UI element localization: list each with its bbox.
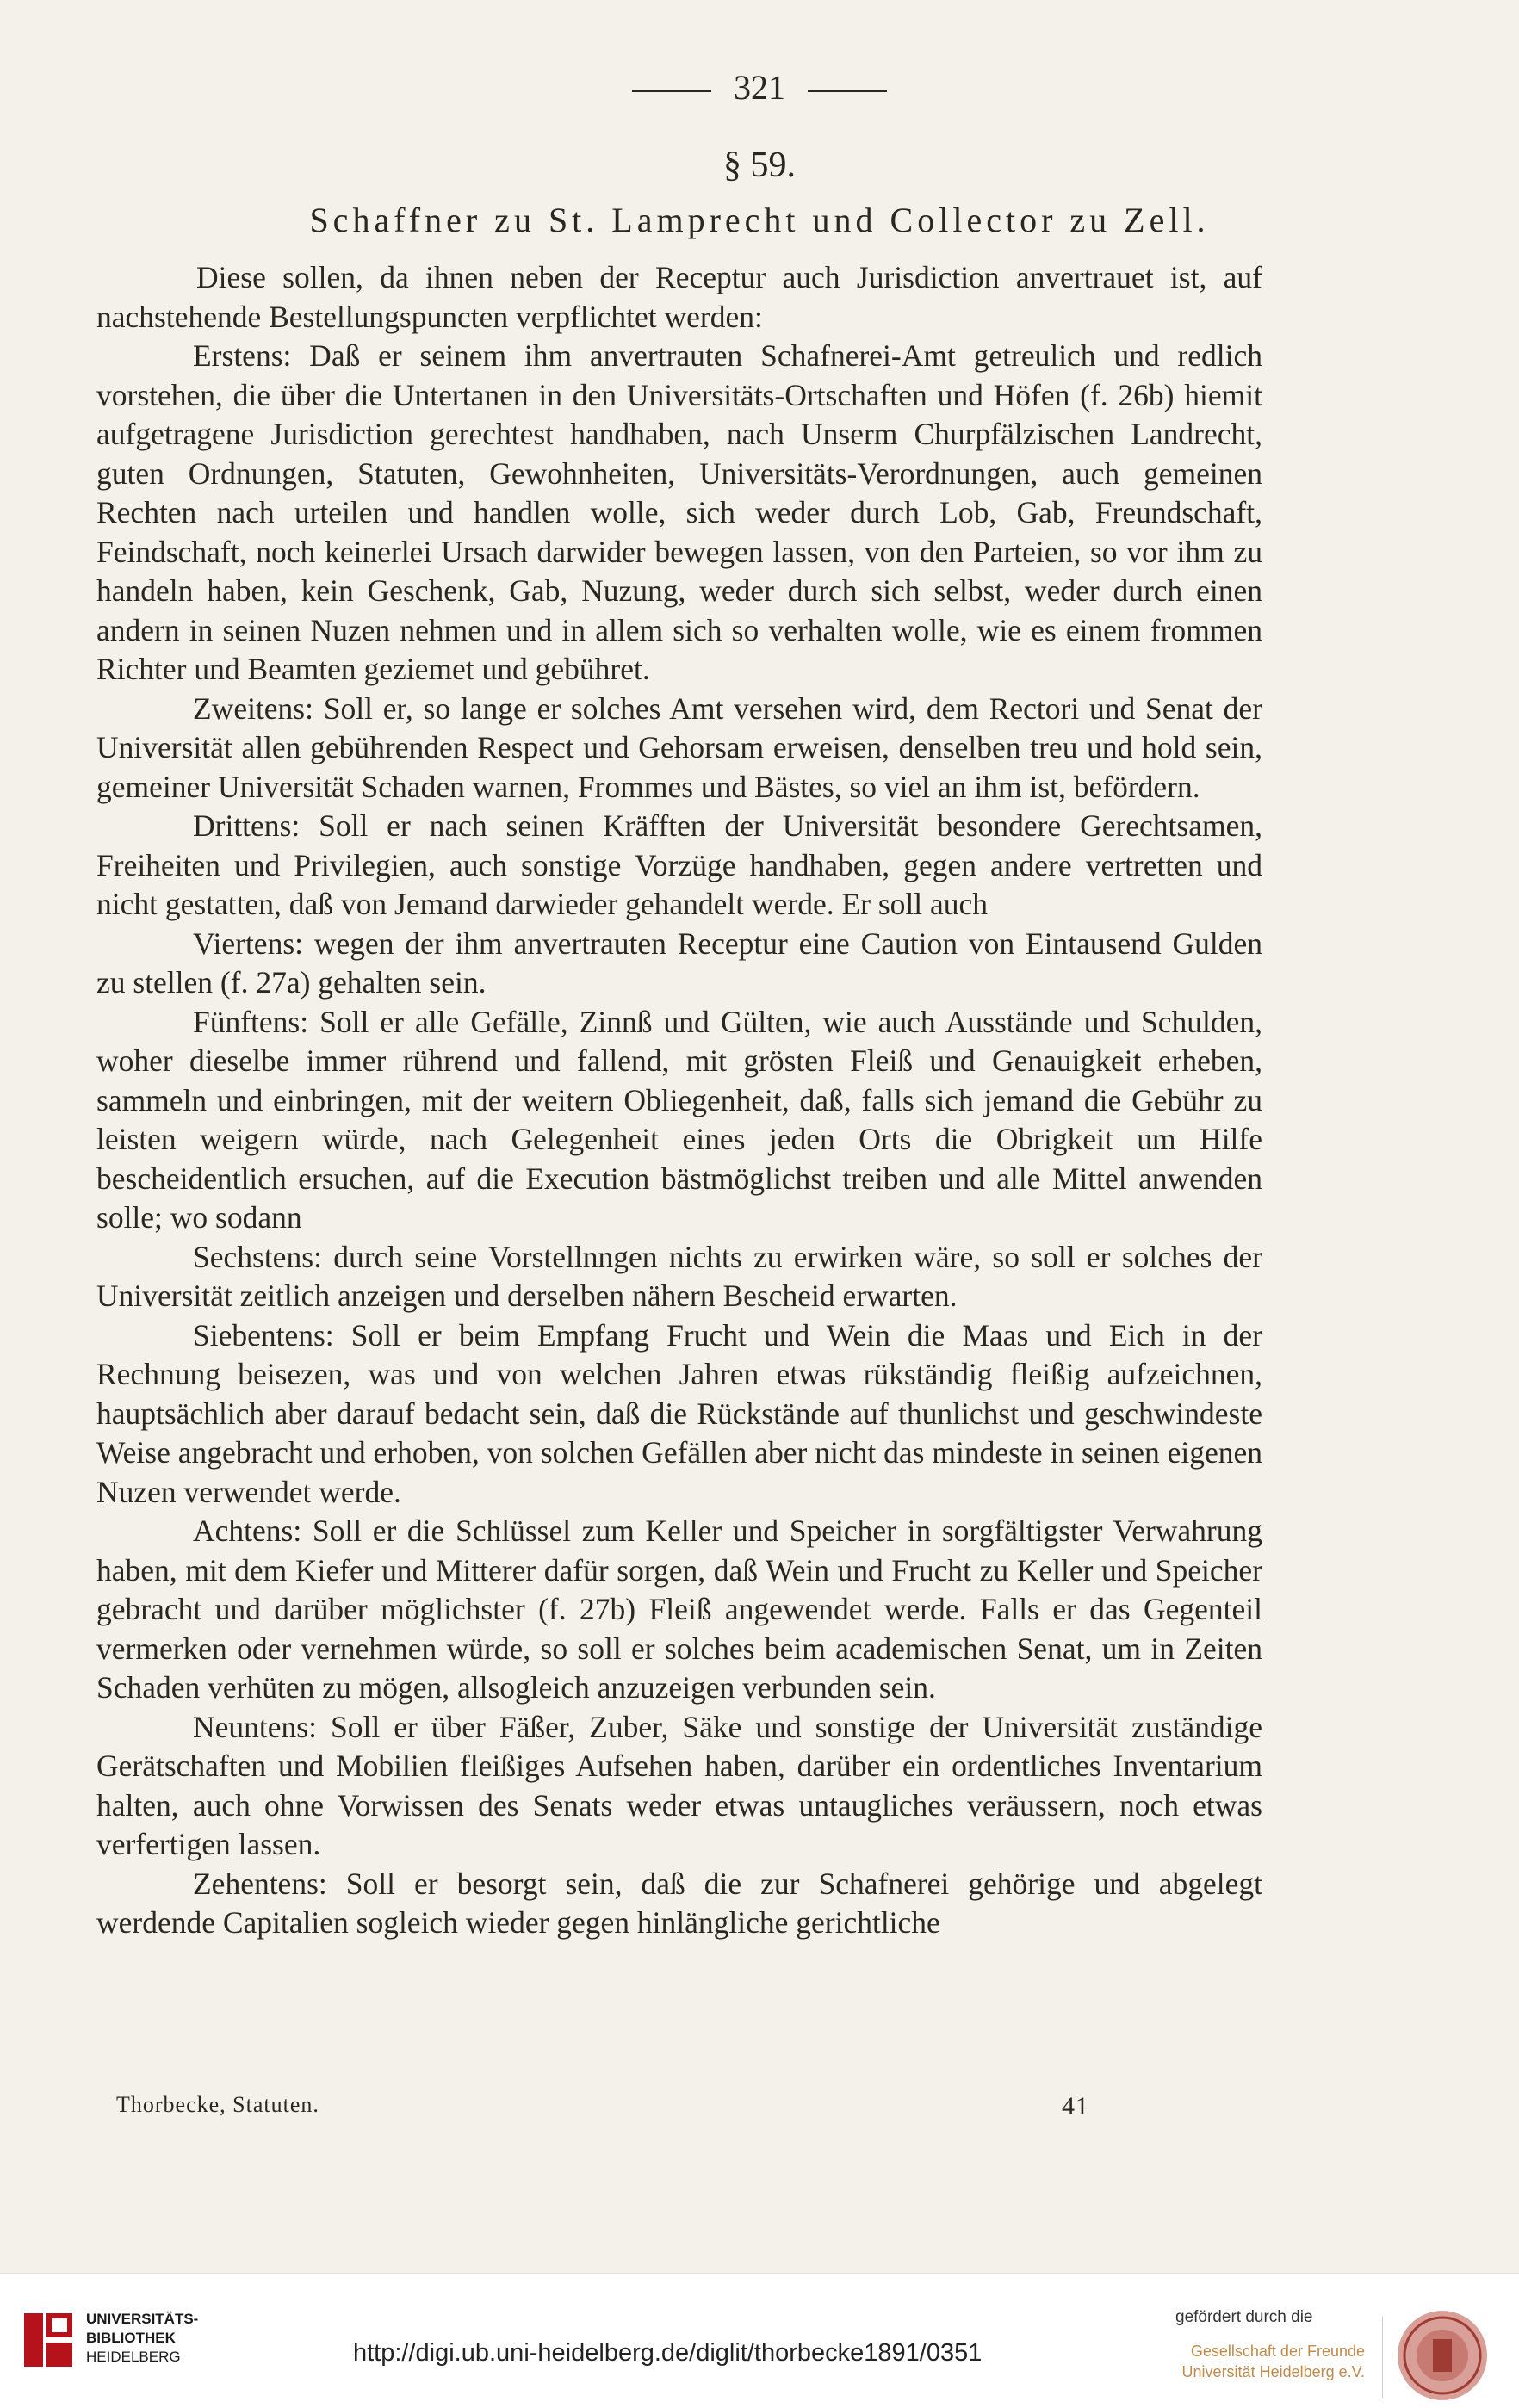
paragraph: Achtens: Soll er die Schlüssel zum Keller und Speicher in sorgfältigster Verwahrung haben, mit dem Kiefer und Mitterer dafür sorgen, daß Wein und Frucht zu Keller und Speicher gebracht und darüber möglichster (f. 27b) Fleiß angewendet werde. Falls er das Gegenteil vermerken oder vernehmen würde, so soll er solches beim academischen Senat, um in Zeiten Schaden verhüten zu mögen, allsogleich anzuzeigen verbunden sein.: [96, 1514, 1262, 1705]
section-mark: § 59.: [723, 145, 796, 185]
rule-right: [808, 90, 887, 92]
rule-left: [632, 90, 711, 92]
funded-by-label: gefördert durch die: [1175, 2308, 1313, 2326]
society-line2: Universität Heidelberg e.V.: [1181, 2363, 1365, 2380]
viewer-footer: [0, 2273, 1519, 2408]
paragraph: Fünftens: Soll er alle Gefälle, Zinnß und Gülten, wie auch Ausstände und Schulden, woher dieselbe immer rührend und fallend, mit grösten Fleiß und Genauigkeit erheben, sammeln und einbringen, mit der weitern Obliegenheit, daß, falls sich jemand die Gebühr zu leisten weigern würde, nach Gelegenheit eines jeden Orts die Obrigkeit um Hilfe bescheidentlich ersuchen, auf die Execution bästmöglichst treiben und alle Mittel anwenden solle; wo sodann: [96, 1004, 1262, 1235]
paragraph: Viertens: wegen der ihm anvertrauten Receptur eine Caution von Eintausend Gulden zu stellen (f. 27a) gehalten sein.: [96, 925, 1262, 1000]
paragraph: Siebentens: Soll er beim Empfang Frucht und Wein die Maas und Eich in der Rechnung beisezen, was und von welchen Jahren etwas rükständig fleißig aufzeichnen, hauptsächlich aber darauf bedacht sein, daß die Rückstände auf thunlichst und geschwindeste Weise angebracht und erhoben, von solchen Gefällen aber nicht das mindeste in seinen eigenen Nuzen verwendet werde.: [96, 1317, 1262, 1509]
paragraph: Zweitens: Soll er, so lange er solches Amt versehen wird, dem Rectori und Senat der Universität allen gebührenden Respect und Gehorsam erweisen, denselben treu und hold sein, gemeiner Universität Schaden warnen, Frommes und Bästes, so viel an ihm ist, befördern.: [96, 690, 1262, 804]
section-heading: Schaffner zu St. Lamprecht und Collector zu Zell.: [309, 201, 1210, 239]
university-seal-icon: [1395, 2308, 1490, 2406]
footer-source: Thorbecke, Statuten.: [116, 2092, 319, 2117]
library-line3: HEIDELBERG: [86, 2349, 181, 2365]
signature-mark: 41: [1062, 2092, 1089, 2120]
paragraph: Zehentens: Soll er besorgt sein, daß die zur Schafnerei gehörige und abgelegt werdende Capitalien sogleich wieder gegen hinlängliche gerichtliche: [96, 1866, 1262, 1940]
society-name: [1180, 2341, 1365, 2382]
paragraph: Neuntens: Soll er über Fäßer, Zuber, Säke und sonstige der Universität zuständige Gerätschaften und Mobilien fleißiges Aufsehen haben, darüber ein ordentliches Inventarium halten, auch ohne Vorwissen des Senats weder etwas untaugliches veräussern, noch etwas verfertigen lassen.: [96, 1709, 1262, 1861]
paragraph: Drittens: Soll er nach seinen Kräfften der Universität besondere Gerechtsamen, Freiheiten und Privilegien, auch sonstige Vorzüge handhaben, gegen andere vertretten und nicht gestatten, daß von Jemand darwieder gehandelt werde. Er soll auch: [96, 808, 1262, 921]
page-number: 321: [734, 68, 785, 107]
paragraph: Sechstens: durch seine Vorstellnngen nichts zu erwirken wäre, so soll er solches der Universität zeitlich anzeigen und derselben nähern Bescheid erwarten.: [96, 1239, 1262, 1313]
body-text: [96, 258, 1262, 1943]
divider: [1382, 2317, 1383, 2398]
running-footer: [116, 2092, 1089, 2118]
library-line2: BIBLIOTHEK: [86, 2330, 176, 2346]
permalink-url[interactable]: http://digi.ub.uni-heidelberg.de/diglit/thorbecke1891/0351: [353, 2339, 983, 2367]
paragraph: Erstens: Daß er seinem ihm anvertrauten Schafnerei-Amt getreulich und redlich vorstehen, die über die Untertanen in den Universitäts-Ortschaften und Höfen (f. 26b) hiemit aufgetragene Jurisdiction gerechtest handhaben, nach Unserm Churpfälzischen Landrecht, guten Ordnungen, Statuten, Gewohnheiten, Universitäts-Verordnungen, auch gemeinen Rechten nach urteilen und handlen wolle, sich weder durch Lob, Gab, Freundschaft, Feindschaft, noch keinerlei Ursach darwider bewegen lassen, von den Parteien, so vor ihm zu handeln haben, kein Geschenk, Gab, Nuzung, weder durch sich selbst, weder durch einen andern in seinen Nuzen nehmen und in allem sich so verhalten wolle, wie es einem frommen Richter und Beamten geziemet und gebühret.: [96, 338, 1262, 686]
paragraph: Diese sollen, da ihnen neben der Receptur auch Jurisdiction anvertrauet ist, auf nachstehende Bestellungspuncten verpflichtet werden:: [96, 260, 1262, 334]
library-line1: UNIVERSITÄTS-: [86, 2311, 199, 2327]
library-name: [86, 2310, 198, 2367]
society-line1: Gesellschaft der Freunde: [1190, 2343, 1365, 2360]
page-number-row: [0, 67, 1519, 108]
ub-logo-icon: [21, 2310, 76, 2374]
